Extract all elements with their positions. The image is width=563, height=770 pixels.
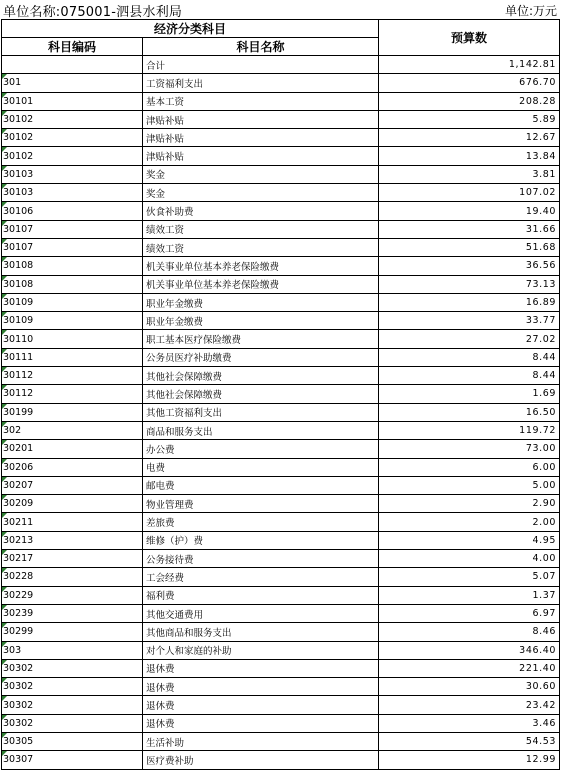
- name-cell: 维修（护）费: [143, 531, 379, 549]
- column-header-name: 科目名称: [143, 38, 379, 56]
- name-cell: 奖金: [143, 165, 379, 183]
- code-cell: 30107: [2, 220, 143, 238]
- name-cell: 津贴补贴: [143, 110, 379, 128]
- table-row: [2, 458, 560, 476]
- amount-cell: 3.46: [379, 714, 560, 732]
- code-cell: 30228: [2, 568, 143, 586]
- name-cell: 基本工资: [143, 92, 379, 110]
- amount-cell: 346.40: [379, 641, 560, 659]
- table-row: [2, 312, 560, 330]
- table-row: [2, 696, 560, 714]
- amount-cell: 54.53: [379, 732, 560, 750]
- code-cell: 30213: [2, 531, 143, 549]
- code-cell: 303: [2, 641, 143, 659]
- column-header-amount: 预算数: [379, 20, 560, 56]
- table-row: [2, 293, 560, 311]
- amount-cell: 5.07: [379, 568, 560, 586]
- table-row: [2, 550, 560, 568]
- table-row: [2, 476, 560, 494]
- amount-cell: 2.90: [379, 495, 560, 513]
- name-cell: 绩效工资: [143, 238, 379, 256]
- code-cell: 30102: [2, 129, 143, 147]
- name-cell: 办公费: [143, 440, 379, 458]
- name-cell: 伙食补助费: [143, 202, 379, 220]
- table-row: [2, 732, 560, 750]
- code-cell: 30239: [2, 604, 143, 622]
- name-cell: 其他社会保障缴费: [143, 385, 379, 403]
- code-cell: 30201: [2, 440, 143, 458]
- amount-cell: 8.46: [379, 623, 560, 641]
- table-row: [2, 330, 560, 348]
- amount-cell: 73.13: [379, 275, 560, 293]
- code-cell: 30112: [2, 367, 143, 385]
- amount-cell: 30.60: [379, 678, 560, 696]
- name-cell: 医疗费补助: [143, 751, 379, 769]
- name-cell: 其他商品和服务支出: [143, 623, 379, 641]
- table-row: [2, 275, 560, 293]
- name-cell: 其他交通费用: [143, 604, 379, 622]
- code-cell: 30102: [2, 110, 143, 128]
- amount-cell: 6.00: [379, 458, 560, 476]
- code-cell: 30302: [2, 696, 143, 714]
- code-cell: 30302: [2, 714, 143, 732]
- code-cell: 30302: [2, 678, 143, 696]
- unit-name-label: 单位名称:075001-泗县水利局: [3, 5, 183, 20]
- amount-cell: 221.40: [379, 659, 560, 677]
- table-row: [2, 403, 560, 421]
- amount-cell: 51.68: [379, 238, 560, 256]
- code-cell: 30217: [2, 550, 143, 568]
- code-cell: 30211: [2, 513, 143, 531]
- table-row: [2, 604, 560, 622]
- table-row: [2, 220, 560, 238]
- code-cell: 30207: [2, 476, 143, 494]
- amount-cell: 19.40: [379, 202, 560, 220]
- name-cell: 物业管理费: [143, 495, 379, 513]
- name-cell: 福利费: [143, 586, 379, 604]
- name-cell: 公务接待费: [143, 550, 379, 568]
- code-cell: 30106: [2, 202, 143, 220]
- name-cell: 工会经费: [143, 568, 379, 586]
- table-row: [2, 165, 560, 183]
- amount-cell: 12.67: [379, 129, 560, 147]
- code-cell: 30305: [2, 732, 143, 750]
- name-cell: 差旅费: [143, 513, 379, 531]
- amount-cell: 1,142.81: [379, 56, 560, 74]
- table-row: [2, 568, 560, 586]
- amount-cell: 5.00: [379, 476, 560, 494]
- code-cell: 30109: [2, 293, 143, 311]
- name-cell: 合计: [143, 56, 379, 74]
- code-cell: 30103: [2, 184, 143, 202]
- table-row: [2, 641, 560, 659]
- table-row: [2, 421, 560, 439]
- table-row: [2, 110, 560, 128]
- table-row: [2, 385, 560, 403]
- code-cell: 30199: [2, 403, 143, 421]
- name-cell: 生活补助: [143, 732, 379, 750]
- amount-cell: 1.69: [379, 385, 560, 403]
- table-row: [2, 367, 560, 385]
- table-row: [2, 238, 560, 256]
- table-row: [2, 714, 560, 732]
- amount-cell: 676.70: [379, 74, 560, 92]
- code-cell: 30206: [2, 458, 143, 476]
- amount-cell: 73.00: [379, 440, 560, 458]
- name-cell: 机关事业单位基本养老保险缴费: [143, 257, 379, 275]
- table-row: [2, 751, 560, 769]
- name-cell: 对个人和家庭的补助: [143, 641, 379, 659]
- budget-table: [1, 19, 560, 770]
- name-cell: 工资福利支出: [143, 74, 379, 92]
- amount-cell: 8.44: [379, 348, 560, 366]
- name-cell: 退休费: [143, 678, 379, 696]
- code-cell: 30101: [2, 92, 143, 110]
- amount-cell: 2.00: [379, 513, 560, 531]
- column-header-code: 科目编码: [2, 38, 143, 56]
- name-cell: 电费: [143, 458, 379, 476]
- code-cell: 30103: [2, 165, 143, 183]
- name-cell: 职工基本医疗保险缴费: [143, 330, 379, 348]
- currency-unit-label: 单位:万元: [504, 4, 557, 18]
- name-cell: 商品和服务支出: [143, 421, 379, 439]
- table-row: [2, 586, 560, 604]
- name-cell: 津贴补贴: [143, 129, 379, 147]
- amount-cell: 6.97: [379, 604, 560, 622]
- table-row: [2, 531, 560, 549]
- amount-cell: 4.00: [379, 550, 560, 568]
- amount-cell: 12.99: [379, 751, 560, 769]
- code-cell: 30307: [2, 751, 143, 769]
- table-row: [2, 92, 560, 110]
- code-cell: 30302: [2, 659, 143, 677]
- amount-cell: 31.66: [379, 220, 560, 238]
- name-cell: 职业年金缴费: [143, 293, 379, 311]
- name-cell: 职业年金缴费: [143, 312, 379, 330]
- amount-cell: 3.81: [379, 165, 560, 183]
- name-cell: 津贴补贴: [143, 147, 379, 165]
- name-cell: 绩效工资: [143, 220, 379, 238]
- name-cell: 退休费: [143, 696, 379, 714]
- amount-cell: 33.77: [379, 312, 560, 330]
- code-cell: 30110: [2, 330, 143, 348]
- table-row: [2, 348, 560, 366]
- amount-cell: 16.50: [379, 403, 560, 421]
- table-row: [2, 513, 560, 531]
- code-cell: 30108: [2, 275, 143, 293]
- table-row: [2, 257, 560, 275]
- amount-cell: 13.84: [379, 147, 560, 165]
- report-header: [0, 0, 563, 18]
- table-row: [2, 129, 560, 147]
- amount-cell: 1.37: [379, 586, 560, 604]
- code-cell: [2, 56, 143, 74]
- code-cell: 30108: [2, 257, 143, 275]
- name-cell: 其他社会保障缴费: [143, 367, 379, 385]
- name-cell: 退休费: [143, 714, 379, 732]
- amount-cell: 208.28: [379, 92, 560, 110]
- code-cell: 30299: [2, 623, 143, 641]
- amount-cell: 27.02: [379, 330, 560, 348]
- name-cell: 退休费: [143, 659, 379, 677]
- name-cell: 机关事业单位基本养老保险缴费: [143, 275, 379, 293]
- table-row: [2, 495, 560, 513]
- name-cell: 公务员医疗补助缴费: [143, 348, 379, 366]
- code-cell: 30109: [2, 312, 143, 330]
- code-cell: 30229: [2, 586, 143, 604]
- amount-cell: 107.02: [379, 184, 560, 202]
- amount-cell: 16.89: [379, 293, 560, 311]
- table-row: [2, 184, 560, 202]
- amount-cell: 119.72: [379, 421, 560, 439]
- table-body: [2, 56, 560, 770]
- table-row: [2, 74, 560, 92]
- table-row: [2, 623, 560, 641]
- table-row: [2, 659, 560, 677]
- group-header-economic-category: 经济分类科目: [2, 20, 379, 38]
- code-cell: 30107: [2, 238, 143, 256]
- name-cell: 其他工资福利支出: [143, 403, 379, 421]
- amount-cell: 23.42: [379, 696, 560, 714]
- amount-cell: 8.44: [379, 367, 560, 385]
- code-cell: 302: [2, 421, 143, 439]
- table-row: [2, 440, 560, 458]
- amount-cell: 4.95: [379, 531, 560, 549]
- name-cell: 奖金: [143, 184, 379, 202]
- code-cell: 301: [2, 74, 143, 92]
- table-row: [2, 147, 560, 165]
- table-row: [2, 678, 560, 696]
- table-row: [2, 56, 560, 74]
- amount-cell: 36.56: [379, 257, 560, 275]
- table-row: [2, 202, 560, 220]
- code-cell: 30111: [2, 348, 143, 366]
- code-cell: 30209: [2, 495, 143, 513]
- code-cell: 30112: [2, 385, 143, 403]
- amount-cell: 5.89: [379, 110, 560, 128]
- code-cell: 30102: [2, 147, 143, 165]
- name-cell: 邮电费: [143, 476, 379, 494]
